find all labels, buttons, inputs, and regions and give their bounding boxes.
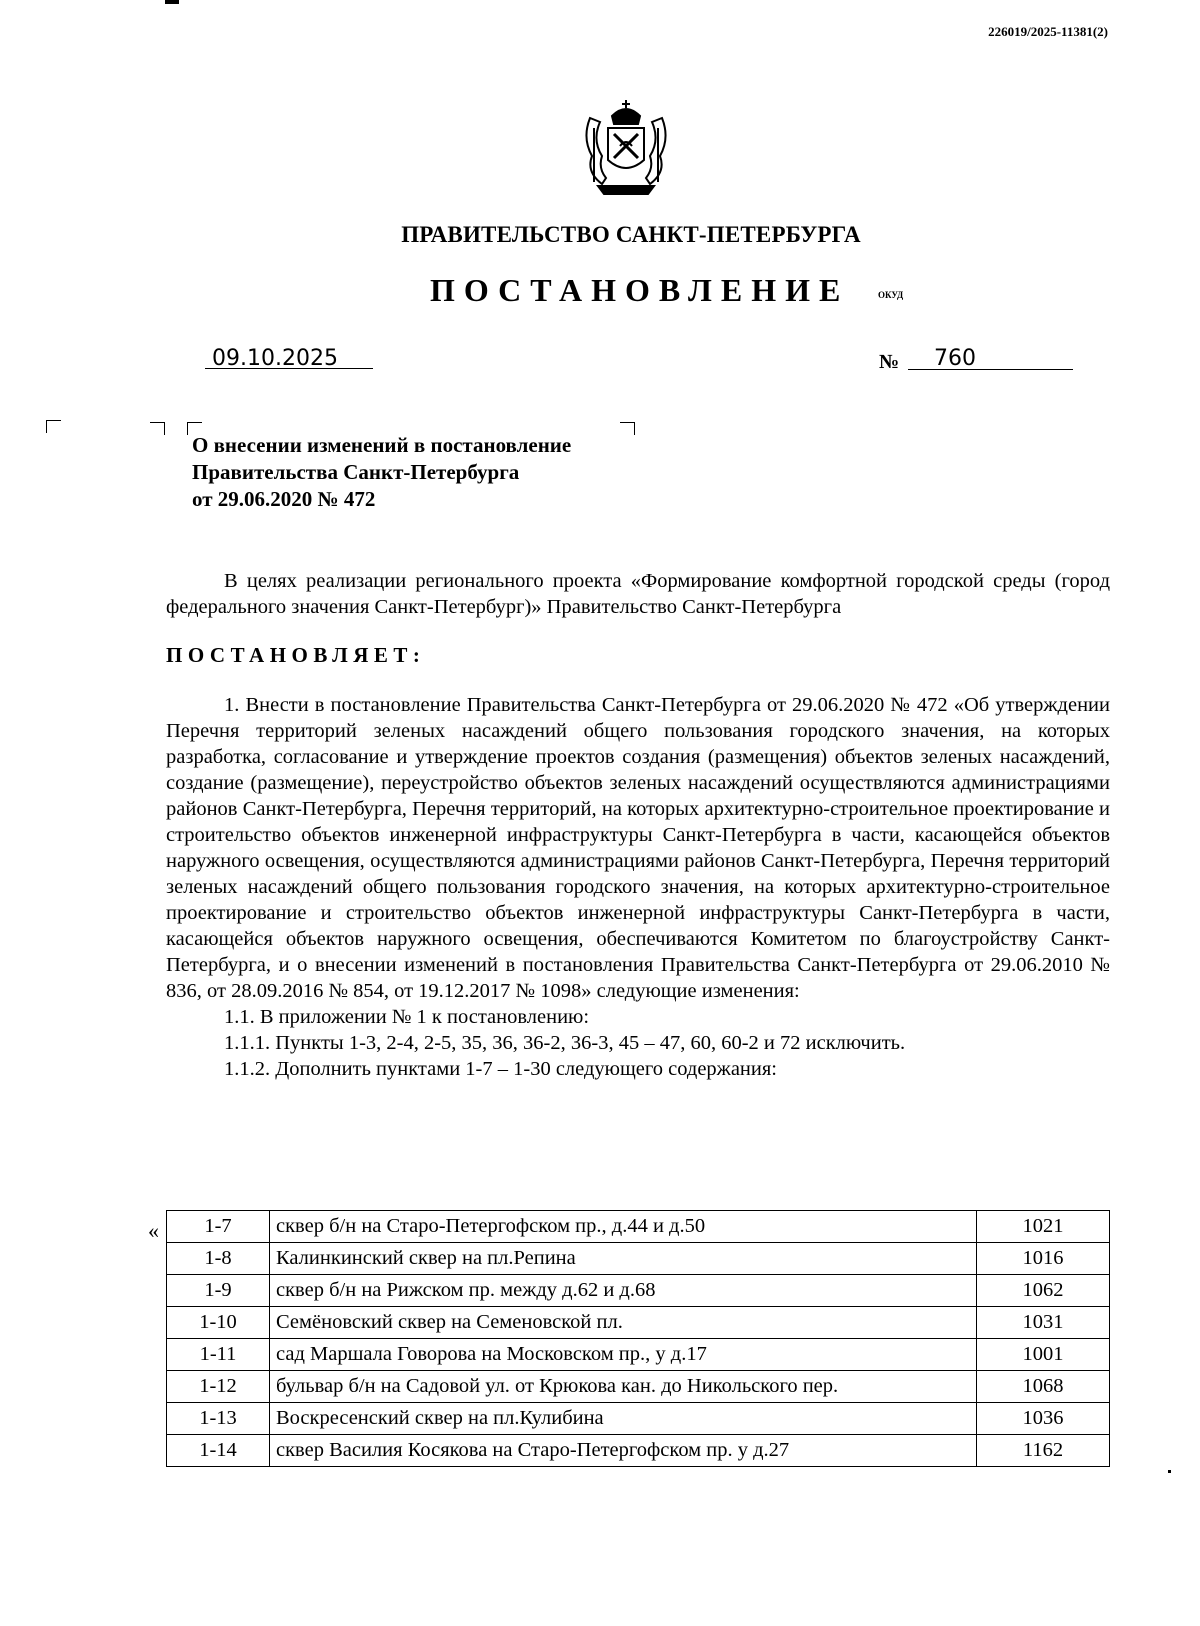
row-number: 1-13 <box>167 1403 270 1435</box>
number-label: № <box>879 351 900 373</box>
document-number: 760 <box>934 346 976 371</box>
row-code: 1036 <box>977 1403 1110 1435</box>
document-body <box>166 568 1110 1082</box>
item-1-1-1: 1.1.1. Пункты 1-3, 2-4, 2-5, 35, 36, 36-2, 36-3, 45 – 47, 60, 60-2 и 72 исключить. <box>224 1032 906 1054</box>
government-title: ПРАВИТЕЛЬСТВО САНКТ-ПЕТЕРБУРГА <box>401 222 861 247</box>
row-number: 1-7 <box>167 1211 270 1243</box>
corner-mark <box>150 422 165 435</box>
row-number: 1-11 <box>167 1339 270 1371</box>
row-number: 1-14 <box>167 1435 270 1467</box>
document-id: 226019/2025-11381(2) <box>988 24 1108 39</box>
preamble: В целях реализации регионального проекта «Формирование комфортной городской среды (город федерального значения Санкт-Петербург)» Правительство Санкт-Петербурга <box>166 570 1110 618</box>
row-code: 1068 <box>977 1371 1110 1403</box>
corner-mark <box>46 420 61 433</box>
row-number: 1-9 <box>167 1275 270 1307</box>
table-row <box>167 1403 1110 1435</box>
row-code: 1162 <box>977 1435 1110 1467</box>
row-name: Калинкинский сквер на пл.Репина <box>270 1243 977 1275</box>
table-row <box>167 1243 1110 1275</box>
table-row <box>167 1371 1110 1403</box>
date-underline <box>205 368 373 369</box>
subject-line: Правительства Санкт-Петербурга <box>192 460 520 484</box>
territories-table <box>166 1210 1110 1467</box>
scan-mark <box>165 0 179 4</box>
row-code: 1021 <box>977 1211 1110 1243</box>
scan-mark <box>1168 1470 1171 1473</box>
row-name: Семёновский сквер на Семеновской пл. <box>270 1307 977 1339</box>
document-date: 09.10.2025 <box>212 346 338 371</box>
item-1: 1. Внести в постановление Правительства Санкт-Петербурга от 29.06.2020 № 472 «Об утверждении Перечня территорий зеленых насаждений общего пользования городского значения, на которых разработка, согласование и утверждение проектов создания (размещения) объектов зеленых насаждений, создание (размещение), переустройство объектов зеленых насаждений осуществляются администрациями районов Санкт-Петербурга, Перечня территорий, на которых архитектурно-строительное проектирование и строительство объектов инженерной инфраструктуры Санкт-Петербурга в части, касающейся объектов наружного освещения, осуществляются администрациями районов Санкт-Петербурга, Перечня территорий зеленых насаждений общего пользования городского значения, на которых архитектурно-строительное проектирование и строительство объектов инженерной инфраструктуры Санкт-Петербурга в части, касающейся объектов наружного освещения, обеспечиваются Комитетом по благоустройству Санкт-Петербурга, и о внесении изменений в постановления Правительства Санкт-Петербурга от 29.06.2010 № 836, от 28.09.2016 № 854, от 19.12.2017 № 1098» следующие изменения: <box>166 694 1110 1002</box>
table-row <box>167 1435 1110 1467</box>
table-row <box>167 1211 1110 1243</box>
row-number: 1-12 <box>167 1371 270 1403</box>
row-name: сад Маршала Говорова на Московском пр., у д.17 <box>270 1339 977 1371</box>
coat-of-arms-emblem <box>576 98 676 196</box>
row-name: сквер Василия Косякова на Старо-Петергофском пр. у д.27 <box>270 1435 977 1467</box>
subject-line: О внесении изменений в постановление <box>192 433 572 457</box>
item-1-1: 1.1. В приложении № 1 к постановлению: <box>224 1006 590 1028</box>
decrees-heading: ПОСТАНОВЛЯЕТ: <box>166 643 426 667</box>
row-name: Воскресенский сквер на пл.Кулибина <box>270 1403 977 1435</box>
document-subject <box>192 432 571 513</box>
item-1-1-2: 1.1.2. Дополнить пунктами 1-7 – 1-30 следующего содержания: <box>224 1058 777 1080</box>
row-name: сквер б/н на Рижском пр. между д.62 и д.68 <box>270 1275 977 1307</box>
table-row <box>167 1275 1110 1307</box>
row-code: 1001 <box>977 1339 1110 1371</box>
row-name: сквер б/н на Старо-Петергофском пр., д.44 и д.50 <box>270 1211 977 1243</box>
row-code: 1031 <box>977 1307 1110 1339</box>
number-underline <box>908 369 1073 370</box>
row-number: 1-8 <box>167 1243 270 1275</box>
okud-label: ОКУД <box>878 290 904 300</box>
table-row <box>167 1339 1110 1371</box>
row-name: бульвар б/н на Садовой ул. от Крюкова кан. до Никольского пер. <box>270 1371 977 1403</box>
subject-line: от 29.06.2020 № 472 <box>192 487 376 511</box>
row-number: 1-10 <box>167 1307 270 1339</box>
row-code: 1016 <box>977 1243 1110 1275</box>
document-type: ПОСТАНОВЛЕНИЕ <box>430 272 850 308</box>
open-quote: « <box>148 1218 159 1243</box>
corner-mark <box>620 422 635 435</box>
row-code: 1062 <box>977 1275 1110 1307</box>
table-row <box>167 1307 1110 1339</box>
